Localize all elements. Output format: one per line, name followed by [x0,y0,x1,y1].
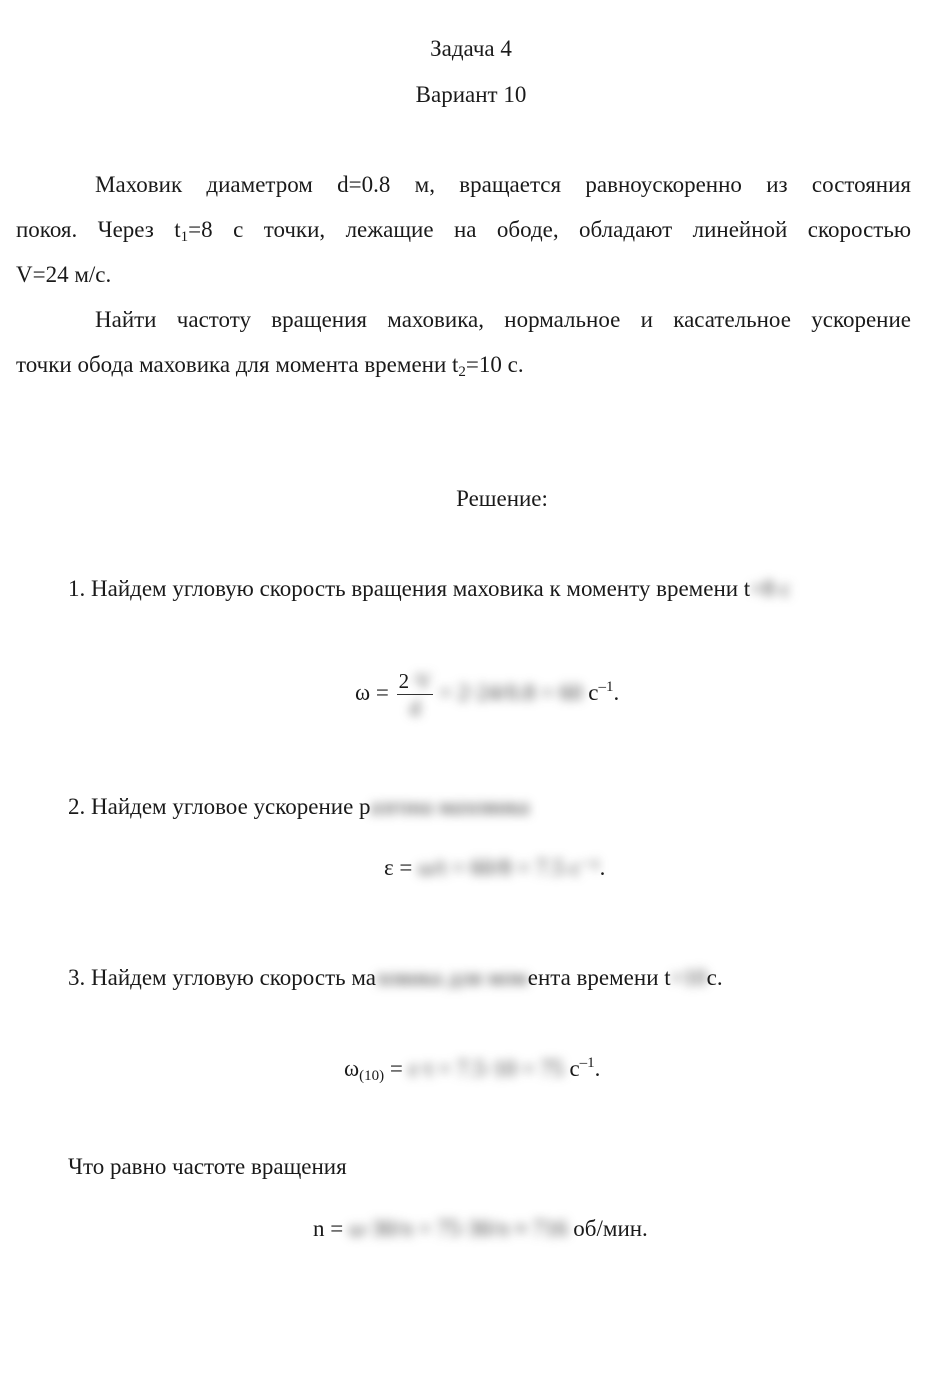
problem-line-2: покоя. Через $t_1=8$ с точки, лежащие на ободе, обладают линейной скоростью [16,217,912,245]
frequency-text: Что равно частоте вращения [68,1154,347,1179]
task-title: Задача 4 [430,36,512,61]
step-2-formula: ε = ω/t = 60/8 = 7.5 с⁻¹. [384,855,606,880]
problem-line-3: V=24 м/с. [16,262,112,287]
step-3-formula: $\omega_{(10)} = \varepsilon\cdot t = 7.5\cdot 10 = 75$ $с^{-1}$. [344,1055,601,1084]
step-1-formula: ω = $\frac{2\cdot V}{d}$ = 2·24/0.8 = 60 $с^{-1}$. [355,669,620,720]
step-1-text: 1. Найдем угловую скорость вращения маховика к моменту времени t=8 с [68,576,791,601]
solution-title: Решение: [456,486,548,511]
frequency-formula: n = ω·30/π = 75·30/π ≈ 716 об/мин. [313,1216,648,1241]
problem-line-4: Найти частоту вращения маховика, нормальное и касательное ускорение [95,307,911,332]
step-2-text: 2. Найдем угловое ускорение разгона маховика [68,794,530,819]
problem-line-1: Маховик диаметром d=0.8 м, вращается равноускоренно из состояния [95,172,911,197]
variant-title: Вариант 10 [415,82,527,107]
problem-line-5: точки обода маховика для момента времени $t_2=10$ с. [16,352,524,380]
step-3-text: 3. Найдем угловую скорость маховика для момента времени t=10с. [68,965,723,990]
